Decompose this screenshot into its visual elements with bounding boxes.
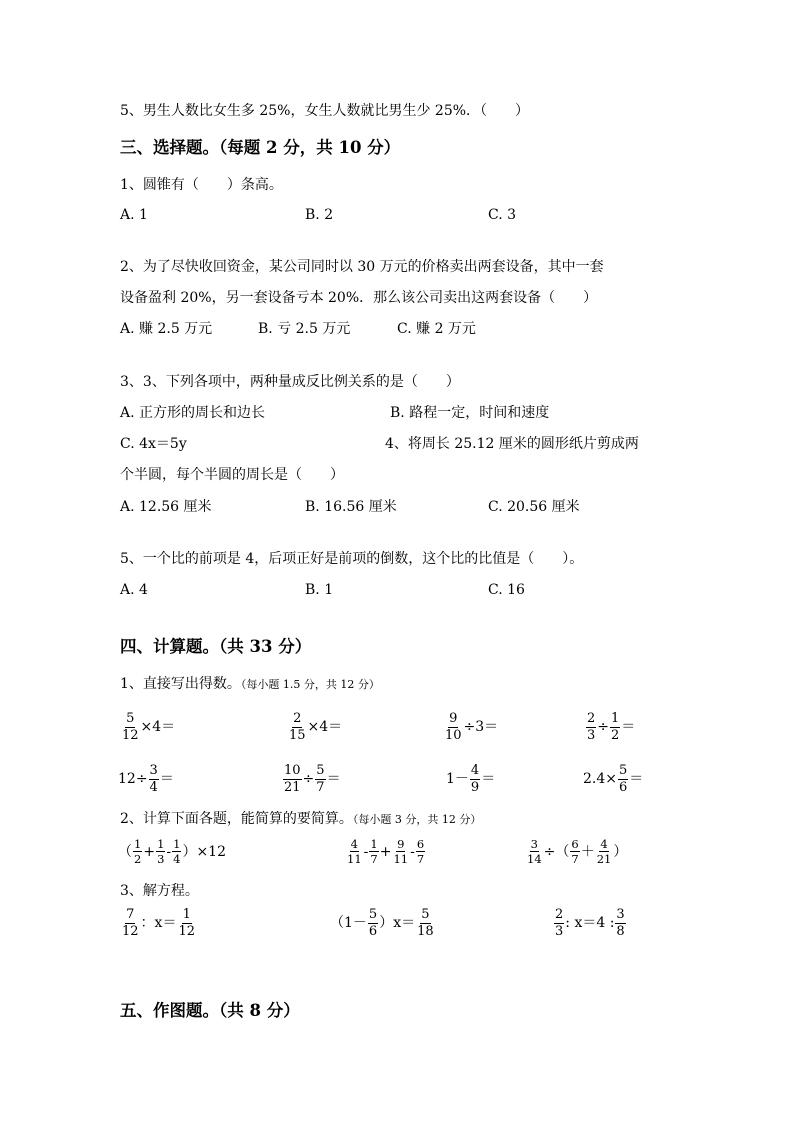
s3-q2-stem-line1: 2、为了尽快收回资金，某公司同时以 30 万元的价格卖出两套设备，其中一套 [120, 259, 604, 275]
s3-q4-stem-part2: 个半圆，每个半圆的周长是（ ） [120, 467, 344, 483]
s3-q1-stem: 1、圆锥有（ ）条高。 [120, 177, 283, 193]
fraction: $\frac{3}{14}$ [527, 837, 542, 867]
fraction: $\frac{5}{6}$ [368, 907, 378, 939]
calc-item-7: 1－ $\frac{4}{9}$ ＝ [446, 763, 496, 795]
fraction: $\frac{5}{18}$ [417, 907, 434, 939]
s3-q3-option-b: B. 路程一定，时间和速度 [390, 405, 550, 421]
fraction: $\frac{10}{21}$ [284, 763, 301, 795]
fraction: $\frac{2}{3}$ [587, 711, 596, 743]
s3-q5-option-a: A. 4 [120, 582, 148, 598]
fraction: $\frac{3}{4}$ [149, 763, 158, 795]
s3-q5-option-b: B. 1 [305, 582, 334, 598]
fraction: $\frac{4}{11}$ [347, 837, 362, 867]
calc-item-2: $\frac{2}{15}$ ×4＝ [289, 711, 343, 743]
s3-q1-option-c: C. 3 [488, 207, 517, 223]
s3-q2-option-a: A. 赚 2.5 万元 [120, 321, 213, 337]
equation-1: $\frac{7}{12}$ ：x＝ $\frac{1}{12}$ [122, 907, 195, 939]
fraction: $\frac{1}{3}$ [157, 837, 165, 867]
s4-part1-heading [120, 677, 380, 691]
s3-q3-option-c: C. 4x＝5y [120, 436, 187, 452]
fraction: $\frac{4}{9}$ [470, 763, 480, 795]
s3-q3-option-a: A. 正方形的周长和边长 [120, 405, 266, 421]
s3-q2-option-b: B. 亏 2.5 万元 [258, 321, 351, 337]
fraction: $\frac{2}{3}$ [555, 907, 564, 939]
s4-part1-stem: 1、直接写出得数。 [120, 676, 241, 692]
judge-question-5: 5、男生人数比女生多 25%，女生人数就比男生少 25%．（ ） [120, 103, 530, 119]
fraction: $\frac{9}{11}$ [393, 837, 409, 867]
s3-q5-option-c: C. 16 [488, 582, 525, 598]
s3-q1-option-a: A. 1 [120, 207, 148, 223]
calc-item-4: $\frac{2}{3}$ ÷ $\frac{1}{2}$ ＝ [587, 711, 636, 743]
s3-q4-option-c: C. 20.56 厘米 [488, 499, 580, 515]
s4-part1-note: （每小题 1.5 分，共 12 分） [240, 678, 380, 691]
section-5-title: 五、作图题。（共 8 分） [120, 1001, 300, 1020]
section-4-title: 四、计算题。（共 33 分） [120, 637, 312, 656]
s3-q1-option-b: B. 2 [305, 207, 334, 223]
section-3-title: 三、选择题。（每题 2 分，共 10 分） [120, 138, 401, 157]
fraction: $\frac{6}{7}$ [416, 837, 425, 867]
s3-q2-option-c: C. 赚 2 万元 [397, 321, 476, 337]
equation-3: $\frac{2}{3}$ : x＝4 : $\frac{3}{8}$ [555, 907, 625, 939]
s4-part2-note: （每小题 3 分，共 12 分） [352, 813, 482, 826]
simplify-expr-3: $\frac{3}{14}$ ÷（ $\frac{6}{7}$ ＋ $\frac{4}{21}$ ） [527, 837, 628, 867]
fraction: $\frac{9}{10}$ [445, 711, 462, 743]
s3-q2-stem-line2: 设备盈利 20%，另一套设备亏本 20%．那么该公司卖出这两套设备（ ） [120, 290, 598, 306]
fraction: $\frac{1}{7}$ [370, 837, 378, 867]
calc-item-6: $\frac{10}{21}$ ÷ $\frac{5}{7}$ ＝ [284, 763, 341, 795]
s4-part2-stem: 2、计算下面各题，能简算的要简算。 [120, 811, 353, 827]
fraction: $\frac{1}{12}$ [178, 907, 195, 939]
fraction: $\frac{6}{7}$ [571, 837, 579, 867]
fraction: $\frac{1}{4}$ [173, 837, 181, 867]
s3-q3-stem: 3、3、下列各项中，两种量成反比例关系的是（ ） [120, 374, 460, 390]
fraction: $\frac{4}{21}$ [596, 837, 612, 867]
calc-item-5: 12÷ $\frac{3}{4}$ ＝ [118, 763, 174, 795]
fraction: $\frac{5}{6}$ [619, 763, 628, 795]
calc-item-8: 2.4× $\frac{5}{6}$ ＝ [583, 763, 644, 795]
fraction: $\frac{3}{8}$ [616, 907, 625, 939]
simplify-expr-1: （ $\frac{1}{2}$ + $\frac{1}{3}$ - $\frac{1}{4}$ ）×12 [118, 837, 226, 867]
calc-item-3: $\frac{9}{10}$ ÷3＝ [445, 711, 499, 743]
s4-part2-heading [120, 812, 481, 826]
fraction: $\frac{2}{15}$ [289, 711, 306, 743]
fraction: $\frac{5}{7}$ [316, 763, 325, 795]
s4-part3-stem: 3、解方程。 [120, 883, 199, 899]
calc-item-1: $\frac{5}{12}$ ×4＝ [122, 711, 176, 743]
fraction: $\frac{5}{12}$ [122, 711, 139, 743]
s3-q4-option-a: A. 12.56 厘米 [120, 499, 212, 515]
s3-q5-stem: 5、一个比的前项是 4，后项正好是前项的倒数，这个比的比值是（ ）。 [120, 551, 584, 567]
simplify-expr-2: $\frac{4}{11}$ - $\frac{1}{7}$ + $\frac{9}{11}$ - $\frac{6}{7}$ [347, 837, 425, 867]
s3-q4-stem-part1: 4、将周长 25.12 厘米的圆形纸片剪成两 [385, 436, 639, 452]
s3-q4-option-b: B. 16.56 厘米 [305, 499, 397, 515]
fraction: $\frac{1}{2}$ [611, 711, 620, 743]
fraction: $\frac{7}{12}$ [122, 907, 139, 939]
fraction: $\frac{1}{2}$ [134, 837, 142, 867]
equation-2: （1－ $\frac{5}{6}$ ）x＝ $\frac{5}{18}$ [330, 907, 434, 939]
